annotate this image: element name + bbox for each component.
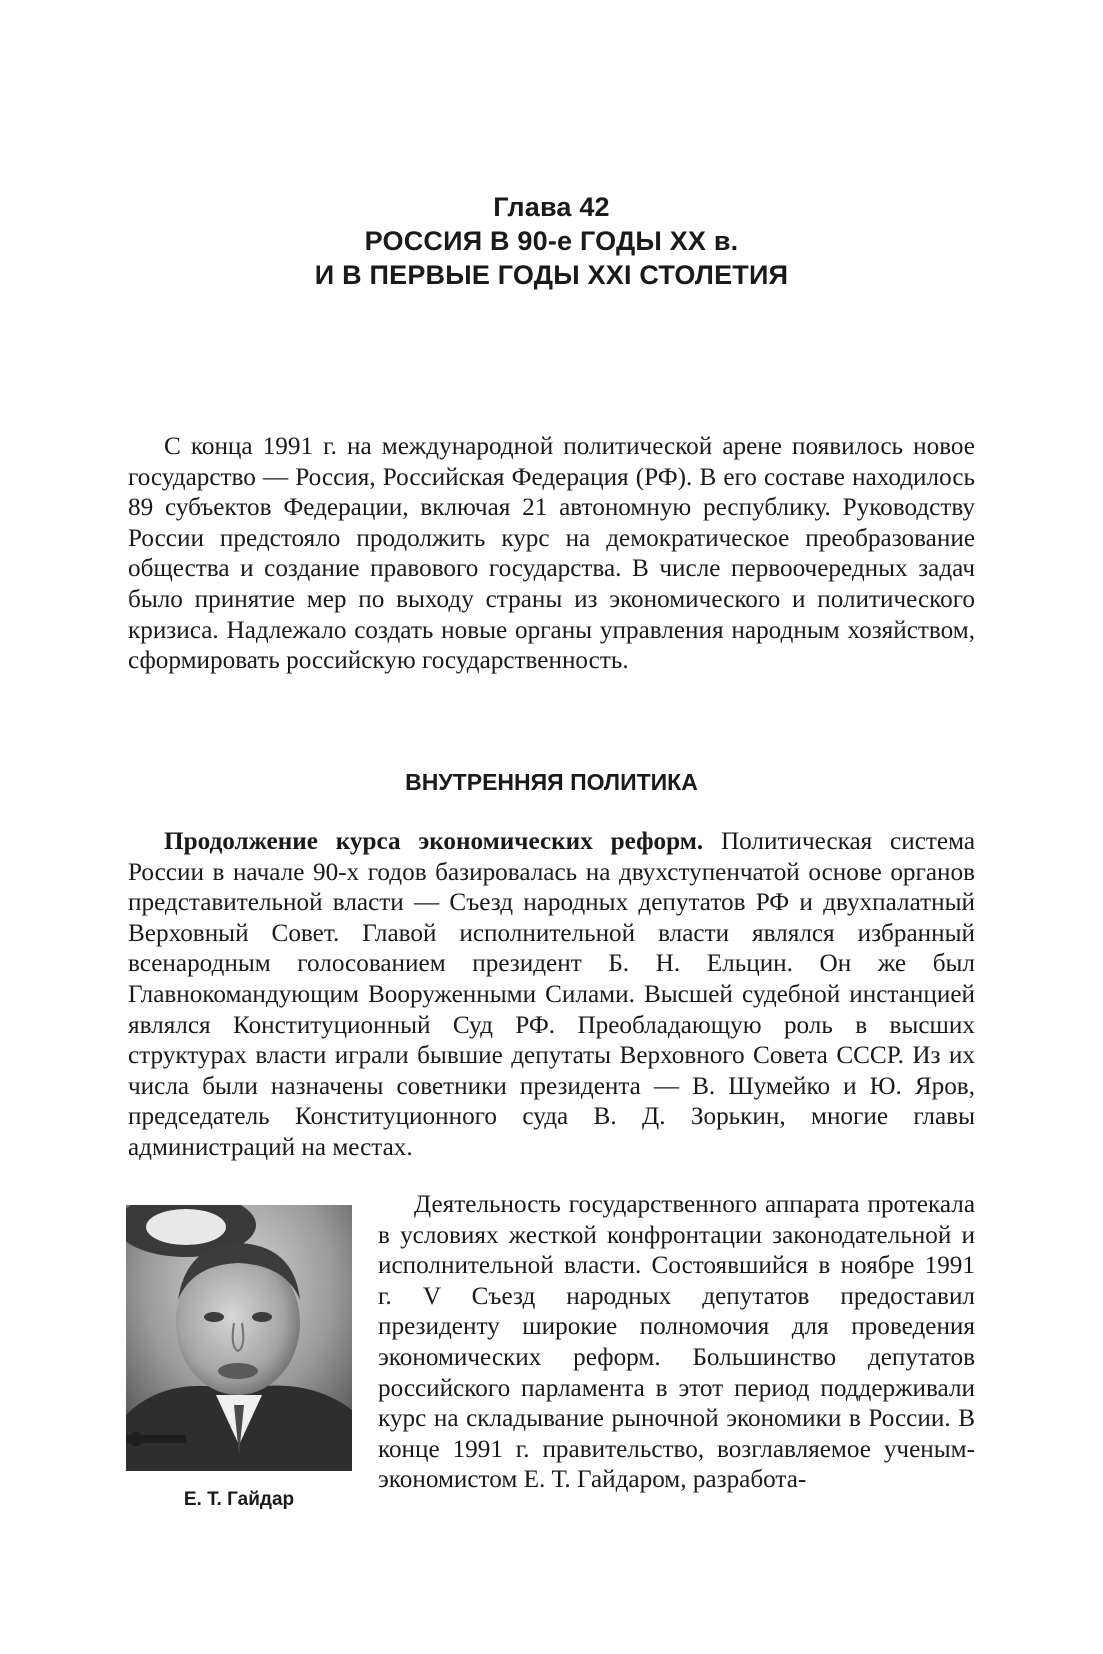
portrait-image (126, 1205, 352, 1471)
intro-paragraph: С конца 1991 г. на международной политической арене появилось новое государство — Россия, Российская Федерация (РФ). В его составе находилось 89 субъектов Федерации, включая 21 автономную республику. Руководству России предстояло продолжить курс на демократическое преобразование общества и создание правового государства. В числе первоочередных задач было принятие мер по выходу страны из экономического и политического кризиса. Надлежало создать новые органы управления народным хозяйством, сформировать российскую государственность. (128, 433, 975, 675)
paragraph-1-text: Политическая система России в начале 90-х годов базировалась на двухступенчатой основе органов представительной власти — Съезд народных депутатов РФ и двухпалатный Верховный Совет. Главой исполнительной власти являлся избранный всенародным голосованием президент Б. Н. Ельцин. Он же был Главнокомандующим Вооруженными Силами. Высшей судебной инстанцией являлся Конституционный Суд РФ. Преобладающую роль в высших структурах власти играли бывшие депутаты Верховного Совета СССР. Из их числа были назначены советники президента — В. Шумейко и Ю. Яров, председатель Конституционного суда В. Д. Зорькин, многие главы администраций на местах. (128, 828, 976, 1161)
paragraph-subheading: Продолжение курса экономических реформ. (164, 828, 704, 855)
chapter-heading (0, 190, 1103, 292)
photo-caption: Е. Т. Гайдар (183, 1489, 295, 1510)
section-title: ВНУТРЕННЯЯ ПОЛИТИКА (405, 769, 698, 795)
chapter-title-line1: РОССИЯ В 90-е ГОДЫ XX в. (364, 226, 739, 256)
section-paragraph-1 (128, 827, 975, 1164)
section-paragraph-2: Деятельность государственного аппарата протекала в условиях жесткой конфронтации законодательной и исполнительной власти. Состоявшийся в ноябре 1991 г. V Съезд народных депутатов предоставил президенту широкие полномочия для проведения экономических реформ. Большинство депутатов российского парламента в этот период поддерживали курс на складывание рыночной экономики в России. В конце 1991 г. правительство, возглавляемое ученым-экономистом Е. Т. Гайдаром, разработа- (378, 1191, 975, 1494)
chapter-title-line2: И В ПЕРВЫЕ ГОДЫ XXI СТОЛЕТИЯ (314, 260, 789, 290)
chapter-number: Глава 42 (493, 192, 610, 222)
portrait-photo (126, 1205, 352, 1471)
